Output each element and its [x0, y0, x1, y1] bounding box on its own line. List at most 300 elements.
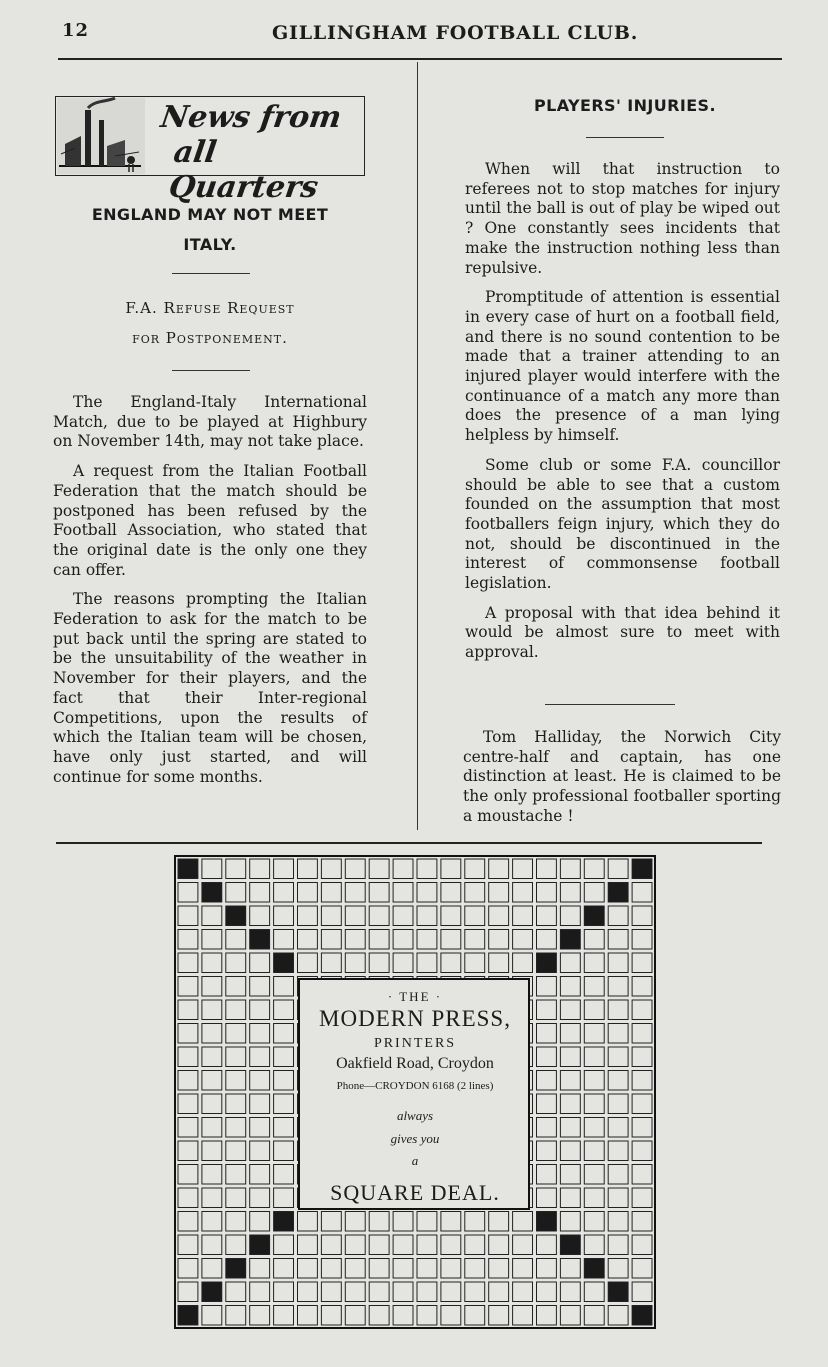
grid-square [345, 859, 365, 879]
grid-square [584, 883, 604, 903]
grid-square [202, 977, 222, 997]
grid-square [584, 977, 604, 997]
grid-square [274, 930, 294, 950]
grid-square [178, 953, 198, 973]
grid-square [202, 1047, 222, 1067]
grid-square [417, 883, 437, 903]
grid-square [417, 1235, 437, 1255]
grid-square [178, 883, 198, 903]
grid-square [250, 977, 270, 997]
grid-square [202, 953, 222, 973]
grid-square [608, 1306, 628, 1326]
grid-square [250, 1259, 270, 1279]
grid-square [321, 1282, 341, 1302]
grid-square [250, 906, 270, 926]
grid-square [632, 1259, 652, 1279]
grid-square [513, 906, 533, 926]
grid-square [178, 1188, 198, 1208]
grid-square [632, 1118, 652, 1138]
grid-square [393, 906, 413, 926]
publication-title: GILLINGHAM FOOTBALL CLUB. [272, 22, 639, 44]
grid-square [274, 1282, 294, 1302]
grid-square [560, 1047, 580, 1067]
grid-square [608, 930, 628, 950]
grid-square [369, 883, 389, 903]
grid-square-filled [560, 1235, 580, 1255]
grid-square [321, 1306, 341, 1326]
ad-a: a [411, 1153, 419, 1168]
ad-phone: Phone—CROYDON 6168 (2 lines) [336, 1080, 494, 1092]
grid-square-filled [632, 1306, 652, 1326]
grid-square [345, 1259, 365, 1279]
grid-square-filled [178, 1306, 198, 1326]
players-injuries-article [465, 160, 780, 673]
grid-square [537, 1024, 557, 1044]
grid-square [560, 953, 580, 973]
grid-square [226, 1000, 246, 1020]
grid-square [226, 859, 246, 879]
grid-square [298, 906, 318, 926]
grid-square [345, 930, 365, 950]
grid-square [369, 1306, 389, 1326]
grid-square [560, 1141, 580, 1161]
grid-square [345, 1306, 365, 1326]
grid-square [226, 1188, 246, 1208]
grid-square [345, 906, 365, 926]
grid-square [489, 1212, 509, 1232]
grid-square [202, 1141, 222, 1161]
grid-square [465, 883, 485, 903]
grid-square [441, 883, 461, 903]
grid-square [393, 1235, 413, 1255]
grid-square [274, 1071, 294, 1091]
grid-square [417, 953, 437, 973]
advertisement-rule [56, 842, 762, 844]
grid-square [513, 953, 533, 973]
grid-square [584, 1282, 604, 1302]
article-paragraph: Some club or some F.A. councillor should be able to see that a custom founded on the assumption that most footballers feign injury, which they do not, should be discontinued in the interest of commonsense football legislation. [465, 455, 780, 593]
grid-square [608, 1165, 628, 1185]
grid-square [298, 883, 318, 903]
grid-square [226, 1282, 246, 1302]
grid-square [632, 1047, 652, 1067]
grid-square [513, 930, 533, 950]
grid-square [250, 1212, 270, 1232]
grid-square [202, 1165, 222, 1185]
grid-square [560, 1165, 580, 1185]
grid-square [178, 1235, 198, 1255]
grid-square [298, 1282, 318, 1302]
grid-square [345, 1282, 365, 1302]
ad-slogan: SQUARE DEAL. [330, 1180, 500, 1205]
grid-square [274, 1141, 294, 1161]
grid-square [608, 906, 628, 926]
grid-square [584, 1212, 604, 1232]
grid-square [393, 1259, 413, 1279]
grid-square [321, 859, 341, 879]
grid-square [465, 859, 485, 879]
grid-square [298, 1306, 318, 1326]
grid-square [441, 859, 461, 879]
grid-square [632, 1094, 652, 1114]
grid-square [274, 977, 294, 997]
grid-square [226, 1235, 246, 1255]
grid-square [202, 1235, 222, 1255]
grid-square [250, 859, 270, 879]
grid-square [321, 1259, 341, 1279]
grid-square [274, 1024, 294, 1044]
grid-square [178, 1212, 198, 1232]
headline-rule [172, 273, 250, 274]
grid-square [345, 883, 365, 903]
grid-square [250, 1141, 270, 1161]
grid-square [608, 1024, 628, 1044]
grid-square [321, 930, 341, 950]
grid-square [608, 1000, 628, 1020]
players-injuries-headline: PLAYERS' INJURIES. [534, 96, 716, 115]
article-paragraph: Promptitude of attention is essential in every case of hurt on a football field, and there is no sound contention to be made that a trainer attending to an injured player would interfere with the continuance of a match any more than does the presence of a man lying helpless by himself. [465, 288, 780, 445]
grid-square [202, 859, 222, 879]
grid-square [537, 930, 557, 950]
grid-square [202, 1000, 222, 1020]
grid-square [369, 1282, 389, 1302]
grid-square [584, 1306, 604, 1326]
grid-square [226, 1165, 246, 1185]
grid-square [608, 1212, 628, 1232]
grid-square [632, 1212, 652, 1232]
grid-square [393, 953, 413, 973]
grid-square [608, 1235, 628, 1255]
ad-address: Oakfield Road, Croydon [336, 1055, 494, 1072]
grid-square [584, 1047, 604, 1067]
grid-square [178, 1141, 198, 1161]
grid-square-filled [250, 1235, 270, 1255]
grid-square [465, 953, 485, 973]
grid-square [584, 1165, 604, 1185]
grid-square [465, 1235, 485, 1255]
grid-square [202, 1212, 222, 1232]
grid-square [417, 1306, 437, 1326]
grid-square [393, 883, 413, 903]
grid-square [465, 1306, 485, 1326]
grid-square [369, 953, 389, 973]
grid-square [632, 1141, 652, 1161]
grid-square [560, 1118, 580, 1138]
grid-square [226, 977, 246, 997]
grid-square [537, 1259, 557, 1279]
grid-square [584, 953, 604, 973]
grid-square [417, 1212, 437, 1232]
grid-square [560, 977, 580, 997]
grid-square [632, 1024, 652, 1044]
grid-square [250, 1188, 270, 1208]
grid-square [321, 953, 341, 973]
grid-square [274, 1306, 294, 1326]
grid-square [345, 1235, 365, 1255]
grid-square [560, 1212, 580, 1232]
grid-square [441, 1259, 461, 1279]
grid-square [560, 883, 580, 903]
grid-square [584, 930, 604, 950]
grid-square [178, 1071, 198, 1091]
grid-square [417, 930, 437, 950]
grid-square [465, 1282, 485, 1302]
grid-square [608, 1141, 628, 1161]
grid-square [584, 1024, 604, 1044]
grid-square [298, 1235, 318, 1255]
grid-square [226, 1141, 246, 1161]
grid-square [274, 859, 294, 879]
grid-square [632, 930, 652, 950]
grid-square [369, 859, 389, 879]
grid-square [369, 906, 389, 926]
grid-square-filled [584, 906, 604, 926]
grid-square [632, 883, 652, 903]
grid-square [441, 953, 461, 973]
grid-square [537, 1071, 557, 1091]
grid-square [537, 1000, 557, 1020]
grid-square [274, 1235, 294, 1255]
grid-square [537, 859, 557, 879]
grid-square-filled [537, 953, 557, 973]
grid-square [345, 1212, 365, 1232]
grid-square [369, 1212, 389, 1232]
grid-square [178, 1024, 198, 1044]
grid-square [560, 1188, 580, 1208]
grid-square [226, 930, 246, 950]
grid-square [178, 1094, 198, 1114]
grid-square [202, 1306, 222, 1326]
grid-square [608, 1047, 628, 1067]
grid-square [632, 1282, 652, 1302]
grid-square [274, 1047, 294, 1067]
grid-square [632, 1188, 652, 1208]
grid-square [537, 1165, 557, 1185]
grid-square [274, 883, 294, 903]
grid-square-filled [608, 883, 628, 903]
ad-gives-you: gives you [390, 1131, 440, 1146]
grid-square [608, 1118, 628, 1138]
grid-square [178, 930, 198, 950]
grid-square [608, 1071, 628, 1091]
grid-square [250, 1094, 270, 1114]
grid-square [513, 1212, 533, 1232]
article-paragraph: The reasons prompting the Italian Federation to ask for the match to be put back until the spring are stated to be the unsuitability of the weather in November for their players, and the fact that their Inter-regional Competitions, upon the results of which the Italian team will be chosen, have only just started, and will continue for some months. [53, 590, 367, 786]
grid-square [274, 1188, 294, 1208]
grid-square [608, 1188, 628, 1208]
grid-square [537, 1235, 557, 1255]
grid-square [274, 1165, 294, 1185]
grid-square [537, 1118, 557, 1138]
grid-square [250, 1047, 270, 1067]
grid-square [608, 1094, 628, 1114]
grid-square [321, 1212, 341, 1232]
grid-square [298, 1212, 318, 1232]
grid-square [202, 1094, 222, 1114]
article-paragraph: A request from the Italian Football Federation that the match should be postponed has been refused by the Football Association, who stated that the original date is the only one they can offer. [53, 462, 367, 579]
grid-square [417, 1259, 437, 1279]
grid-square [584, 1071, 604, 1091]
article-paragraph: The England-Italy International Match, due to be played at Highbury on November 14th, may not take place. [53, 393, 367, 451]
grid-square [250, 953, 270, 973]
grid-square [465, 930, 485, 950]
grid-square [584, 859, 604, 879]
grid-square [560, 1306, 580, 1326]
grid-square [608, 953, 628, 973]
grid-square [226, 1212, 246, 1232]
grid-square [202, 1118, 222, 1138]
grid-square [513, 1259, 533, 1279]
grid-square [513, 1282, 533, 1302]
grid-square [489, 1306, 509, 1326]
grid-square [226, 1306, 246, 1326]
grid-square [632, 1000, 652, 1020]
grid-square [250, 1118, 270, 1138]
grid-square [560, 1024, 580, 1044]
grid-square [513, 883, 533, 903]
ad-printers: PRINTERS [373, 1036, 457, 1051]
grid-square [178, 1282, 198, 1302]
article-paragraph: When will that instruction to referees not to stop matches for injury until the ball is out of play be wiped out ? One constantly sees incidents that make the instruction nothing less than repulsive. [465, 160, 780, 277]
grid-square [345, 953, 365, 973]
grid-square [632, 906, 652, 926]
grid-square [537, 1141, 557, 1161]
grid-square [465, 906, 485, 926]
grid-square [489, 1235, 509, 1255]
header-rule [58, 58, 782, 60]
grid-square [321, 906, 341, 926]
grid-square [250, 883, 270, 903]
grid-square [489, 1282, 509, 1302]
grid-square [537, 883, 557, 903]
grid-square [393, 859, 413, 879]
subheadline: F.A. Refuse Request for Postponement. [125, 299, 295, 347]
note-rule [545, 704, 675, 705]
grid-square [393, 1306, 413, 1326]
grid-square [489, 906, 509, 926]
grid-square [417, 859, 437, 879]
grid-square [560, 1071, 580, 1091]
grid-square [465, 1259, 485, 1279]
grid-square [489, 883, 509, 903]
grid-square [274, 1259, 294, 1279]
grid-square-filled [202, 1282, 222, 1302]
grid-square [441, 930, 461, 950]
grid-square [560, 1000, 580, 1020]
grid-square [202, 1188, 222, 1208]
grid-square [178, 1047, 198, 1067]
grid-square [274, 1094, 294, 1114]
grid-square [489, 953, 509, 973]
england-italy-headline: ENGLAND MAY NOT MEET ITALY. [91, 205, 329, 254]
grid-square [584, 1000, 604, 1020]
grid-square [393, 1282, 413, 1302]
grid-square [489, 930, 509, 950]
grid-square [250, 1024, 270, 1044]
grid-square-filled [584, 1259, 604, 1279]
grid-square [560, 1282, 580, 1302]
grid-square [393, 930, 413, 950]
grid-square [226, 883, 246, 903]
grid-square [537, 1306, 557, 1326]
grid-square [417, 906, 437, 926]
grid-square [465, 1212, 485, 1232]
injuries-rule [586, 137, 664, 138]
grid-square [274, 1000, 294, 1020]
grid-square [226, 1118, 246, 1138]
grid-square [178, 1000, 198, 1020]
grid-square [513, 1306, 533, 1326]
grid-square [560, 1259, 580, 1279]
grid-square [226, 1094, 246, 1114]
grid-square-filled [274, 953, 294, 973]
grid-square [632, 1235, 652, 1255]
grid-square [178, 906, 198, 926]
grid-square [584, 1188, 604, 1208]
grid-square [178, 1118, 198, 1138]
grid-square [226, 953, 246, 973]
grid-square [393, 1212, 413, 1232]
grid-square [202, 1259, 222, 1279]
grid-square-filled [226, 1259, 246, 1279]
grid-square [274, 906, 294, 926]
halliday-note: Tom Halliday, the Norwich City centre-half and captain, has one distinction at least. He is claimed to be the only professional footballer sporting a moustache ! [463, 728, 781, 825]
grid-square [441, 906, 461, 926]
grid-square [178, 977, 198, 997]
grid-square [250, 1000, 270, 1020]
grid-square [537, 1047, 557, 1067]
grid-square [632, 953, 652, 973]
grid-square [608, 859, 628, 879]
grid-square [298, 953, 318, 973]
grid-square [226, 1024, 246, 1044]
grid-square [250, 1282, 270, 1302]
grid-square [369, 1259, 389, 1279]
logo-lettering: News from all Quarters [158, 100, 344, 205]
england-italy-article [53, 393, 367, 797]
grid-square [202, 1024, 222, 1044]
grid-square [584, 1141, 604, 1161]
grid-square [298, 930, 318, 950]
grid-square [369, 930, 389, 950]
grid-square-filled [250, 930, 270, 950]
grid-square [250, 1071, 270, 1091]
grid-square [489, 859, 509, 879]
grid-square [250, 1306, 270, 1326]
column-divider [417, 62, 418, 830]
grid-square-filled [560, 930, 580, 950]
grid-square [513, 1235, 533, 1255]
grid-square [537, 906, 557, 926]
grid-square [560, 1094, 580, 1114]
grid-square [441, 1282, 461, 1302]
grid-square [441, 1235, 461, 1255]
grid-square [489, 1259, 509, 1279]
grid-square [537, 1094, 557, 1114]
grid-square [321, 883, 341, 903]
ad-company-name: MODERN PRESS, [319, 1006, 511, 1031]
grid-square-filled [608, 1282, 628, 1302]
grid-square [560, 859, 580, 879]
grid-square [537, 1282, 557, 1302]
subhead-rule [172, 370, 250, 371]
grid-square [608, 977, 628, 997]
grid-square-filled [202, 883, 222, 903]
grid-square [202, 1071, 222, 1091]
grid-square [632, 1165, 652, 1185]
grid-square [584, 1235, 604, 1255]
ad-the: · THE · [387, 989, 443, 1004]
